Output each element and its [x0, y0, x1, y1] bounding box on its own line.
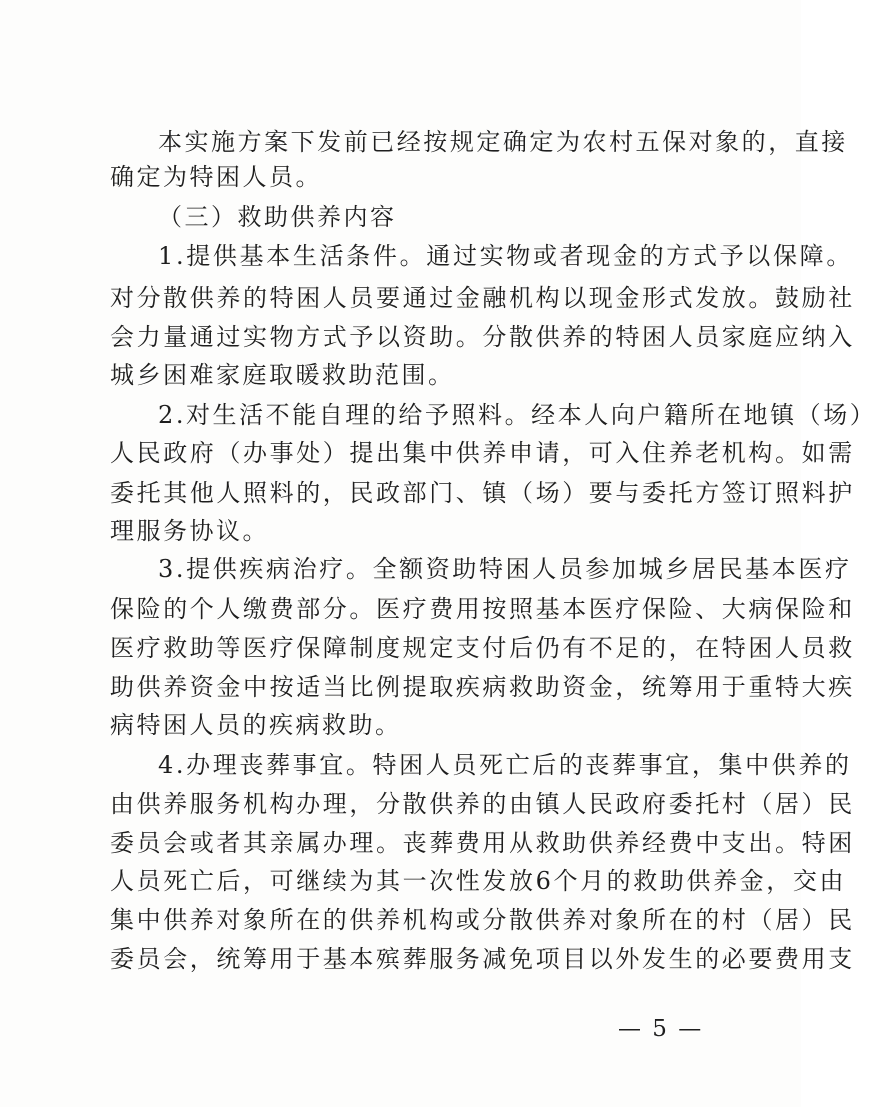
- text-line: 委员会，统筹用于基本殡葬服务减免项目以外发生的必要费用支: [110, 945, 855, 973]
- text-line: 人民政府（办事处）提出集中供养申请，可入住养老机构。如需: [110, 439, 855, 467]
- text-line: 对分散供养的特困人员要通过金融机构以现金形式发放。鼓励社: [110, 284, 855, 312]
- text-line: 助供养资金中按适当比例提取疾病救助资金，统筹用于重特大疾: [110, 673, 855, 701]
- text-line: 1.提供基本生活条件。通过实物或者现金的方式予以保障。: [158, 242, 853, 270]
- text-line: 保险的个人缴费部分。医疗费用按照基本医疗保险、大病保险和: [110, 595, 855, 623]
- text-line: 医疗救助等医疗保障制度规定支付后仍有不足的，在特困人员救: [110, 634, 855, 662]
- text-line: 3.提供疾病治疗。全额资助特困人员参加城乡居民基本医疗: [158, 555, 852, 583]
- text-line: 4.办理丧葬事宜。特困人员死亡后的丧葬事宜，集中供养的: [158, 751, 852, 779]
- text-line: 城乡困难家庭取暖救助范围。: [110, 361, 455, 389]
- text-line: 委托其他人照料的，民政部门、镇（场）要与委托方签订照料护: [110, 479, 855, 507]
- text-line: 由供养服务机构办理，分散供养的由镇人民政府委托村（居）民: [110, 790, 855, 818]
- text-line: 集中供养对象所在的供养机构或分散供养对象所在的村（居）民: [110, 906, 855, 934]
- text-line: 2.对生活不能自理的给予照料。经本人向户籍所在地镇（场）: [158, 401, 876, 429]
- page-number: — 5 —: [618, 1016, 704, 1042]
- text-line: 会力量通过实物方式予以资助。分散供养的特困人员家庭应纳入: [110, 323, 855, 351]
- text-line: 确定为特困人员。: [110, 163, 322, 191]
- text-line: 病特困人员的疾病救助。: [110, 711, 402, 739]
- text-line: 理服务协议。: [110, 517, 269, 545]
- section-heading: （三）救助供养内容: [158, 203, 397, 231]
- text-line: 人员死亡后，可继续为其一次性发放6个月的救助供养金，交由: [110, 867, 847, 895]
- text-line: 委员会或者其亲属办理。丧葬费用从救助供养经费中支出。特困: [110, 829, 855, 857]
- text-line: 本实施方案下发前已经按规定确定为农村五保对象的，直接: [158, 128, 848, 156]
